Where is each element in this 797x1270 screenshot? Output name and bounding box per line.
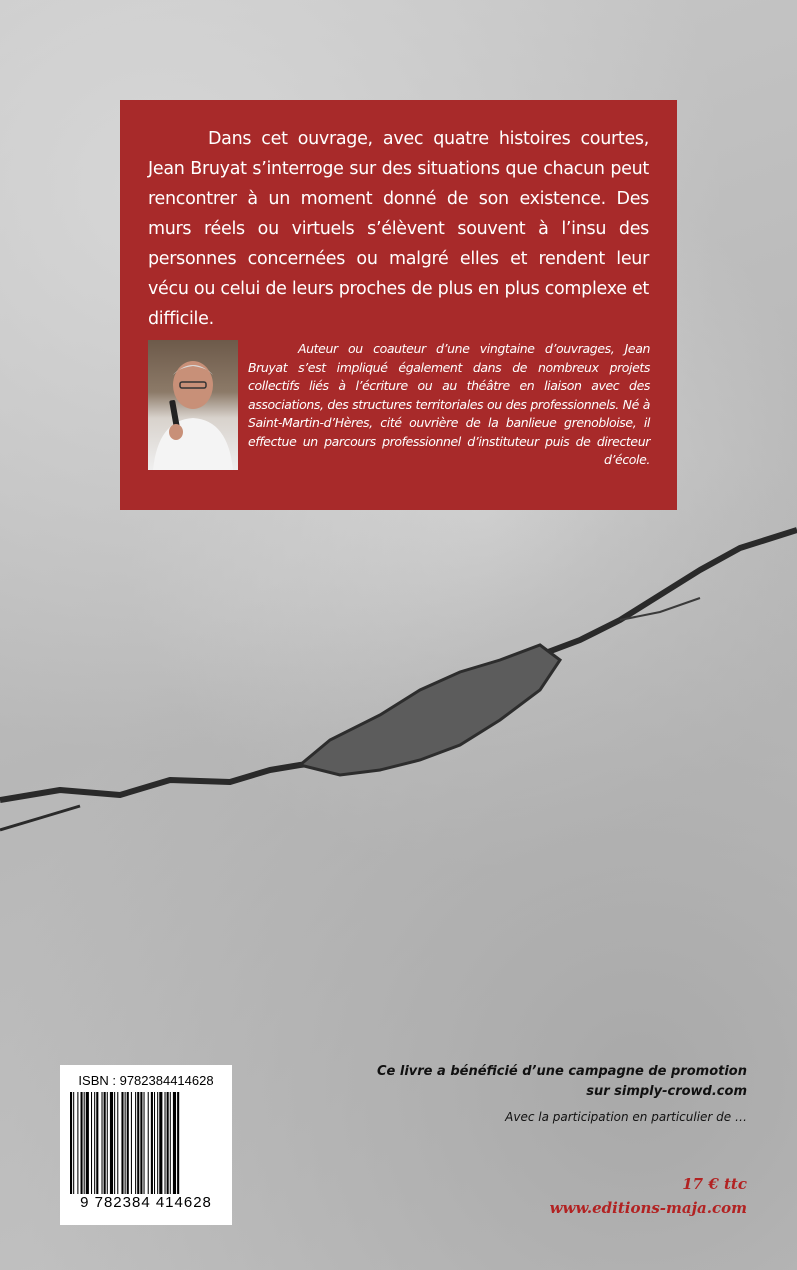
isbn-label: ISBN : 9782384414628 (78, 1073, 214, 1088)
price: 17 € ttc (682, 1175, 747, 1193)
promo-line-2: sur simply-crowd.com (586, 1084, 747, 1099)
promo-block (327, 1062, 747, 1124)
author-portrait-icon (148, 340, 238, 470)
price-block (447, 1175, 747, 1217)
promo-text (327, 1062, 747, 1102)
red-text-panel (120, 100, 677, 510)
promo-line-1: Ce livre a bénéficié d’une campagne de promotion (377, 1064, 747, 1079)
isbn-digits: 9 782384 414628 (80, 1194, 212, 1211)
barcode-icon (68, 1092, 224, 1194)
publisher-website: www.editions-maja.com (549, 1199, 747, 1217)
author-section (148, 340, 650, 470)
isbn-barcode-box (60, 1065, 232, 1225)
participation-text: Avec la participation en particulier de … (505, 1110, 747, 1124)
author-photo (148, 340, 238, 470)
author-biography: Auteur ou coauteur d’une vingtaine d’ouvrages, Jean Bruyat s’est impliqué également dans de nombreux projets collectifs liés à l’écriture ou au théâtre en liaison avec des associations, des structures territoriales ou des professionnels. Né à Saint-Martin-d’Hères, cité ouvrière de la banlieue grenobloise, il effectue un parcours professionnel d’instituteur puis de directeur d’école. (248, 341, 650, 467)
book-summary: Dans cet ouvrage, avec quatre histoires courtes, Jean Bruyat s’interroge sur des situations que chacun peut rencontrer à un moment donné de son existence. Des murs réels ou virtuels s’élèvent souvent à l’insu des personnes concernées ou malgré elles et rendent leur vécu ou celui de leurs proches de plus en plus complexe et difficile. (148, 129, 649, 329)
